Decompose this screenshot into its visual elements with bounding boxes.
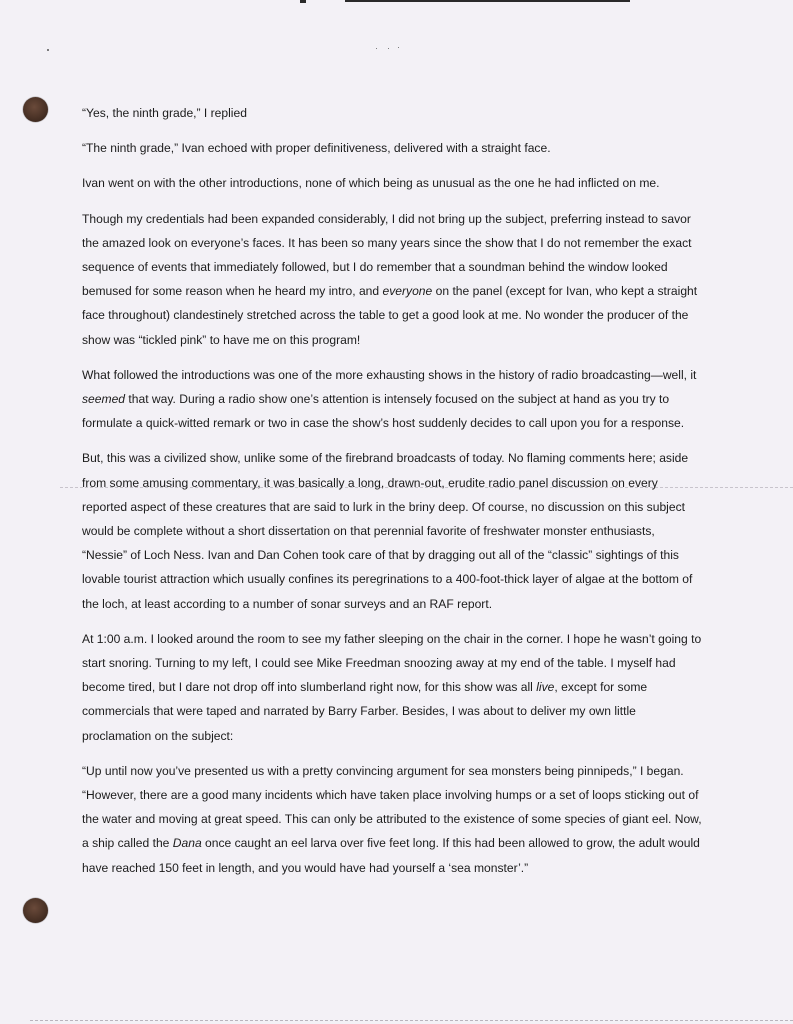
paragraph bbox=[82, 627, 702, 748]
scan-edge-mark bbox=[300, 0, 306, 3]
text-run: But, this was a civilized show, unlike some of the firebrand broadcasts of today. No flaming comments here; aside from some amusing commentary, it was basically a long, drawn-out, erudite radio panel discussion on every reported aspect of these creatures that are said to lurk in the briny deep. Of course, no discussion on this subject would be complete without a short dissertation on that perennial favorite of freshwater monster enthusiasts, “Nessie” of Loch Ness. Ivan and Dan Cohen took care of that by dragging out all of the “classic” sightings of this lovable tourist attraction which usually confines its peregrinations to a 400-foot-thick layer of algae at the bottom of the loch, at least according to a number of sonar surveys and an RAF report. bbox=[82, 451, 693, 611]
text-run: that way. During a radio show one’s attention is intensely focused on the subject at hand as you try to formulate a quick-witted remark or two in case the show’s host suddenly decides to call upon you for a response. bbox=[82, 392, 685, 431]
text-run: At 1:00 a.m. I looked around the room to see my father sleeping on the chair in the corner. I hope he wasn’t going to start snoring. Turning to my left, I could see Mike Freedman snoozing away at my end of the table. I myself had become tired, but I dare not drop off into slumberland right now, for this show was all bbox=[82, 631, 702, 695]
paragraph bbox=[82, 363, 702, 436]
scan-speck bbox=[47, 49, 49, 51]
document-body bbox=[82, 101, 702, 891]
text-run: “Yes, the ninth grade,” I replied bbox=[82, 106, 247, 120]
scan-edge-line bbox=[345, 0, 630, 2]
text-run: “Up until now you’ve presented us with a pretty convincing argument for sea monsters being pinnipeds,” I began. “However, there are a good many incidents which have taken place involving humps or a set of loops sticking out of the water and moving at great speed. This can only be attributed to the existence of some species of giant eel. Now, a ship called the bbox=[82, 763, 702, 851]
paragraph bbox=[82, 171, 702, 195]
binder-hole-top bbox=[23, 97, 48, 122]
text-run: What followed the introductions was one of the more exhausting shows in the history of radio broadcasting—well, it bbox=[82, 367, 697, 382]
italic-text: Dana bbox=[172, 836, 202, 851]
scan-speck bbox=[388, 48, 389, 49]
scan-speck bbox=[398, 47, 399, 48]
paragraph bbox=[82, 207, 702, 352]
italic-text: seemed bbox=[82, 392, 126, 407]
text-run: once caught an eel larva over five feet long. If this had been allowed to grow, the adult would have reached 150 feet in length, and you would have had yourself a ‘sea monster’.” bbox=[82, 836, 700, 875]
paragraph bbox=[82, 101, 702, 125]
paragraph bbox=[82, 759, 702, 880]
paragraph bbox=[82, 446, 702, 615]
scan-speck bbox=[376, 48, 377, 49]
binder-hole-bottom bbox=[23, 898, 48, 923]
scan-bottom-edge bbox=[30, 1020, 793, 1021]
text-run: Ivan went on with the other introductions, none of which being as unusual as the one he had inflicted on me. bbox=[82, 176, 660, 191]
paragraph bbox=[82, 136, 702, 160]
italic-text: live bbox=[536, 680, 555, 695]
italic-text: everyone bbox=[382, 284, 433, 299]
text-run: “The ninth grade,” Ivan echoed with proper definitiveness, delivered with a straight face. bbox=[82, 141, 551, 156]
text-run: , except for some commercials that were taped and narrated by Barry Farber. Besides, I was about to deliver my own little proclamation on the subject: bbox=[82, 680, 648, 743]
text-run: Though my credentials had been expanded considerably, I did not bring up the subject, preferring instead to savor the amazed look on everyone’s faces. It has been so many years since the show that I do not remember the exact sequence of events that immediately followed, but I do remember that a soundman behind the window looked bemused for some reason when he heard my intro, and bbox=[82, 211, 692, 299]
text-run: on the panel (except for Ivan, who kept a straight face throughout) clandestinely stretched across the table to get a good look at me. No wonder the producer of the show was “tickled pink” to have me on this program! bbox=[82, 284, 698, 347]
